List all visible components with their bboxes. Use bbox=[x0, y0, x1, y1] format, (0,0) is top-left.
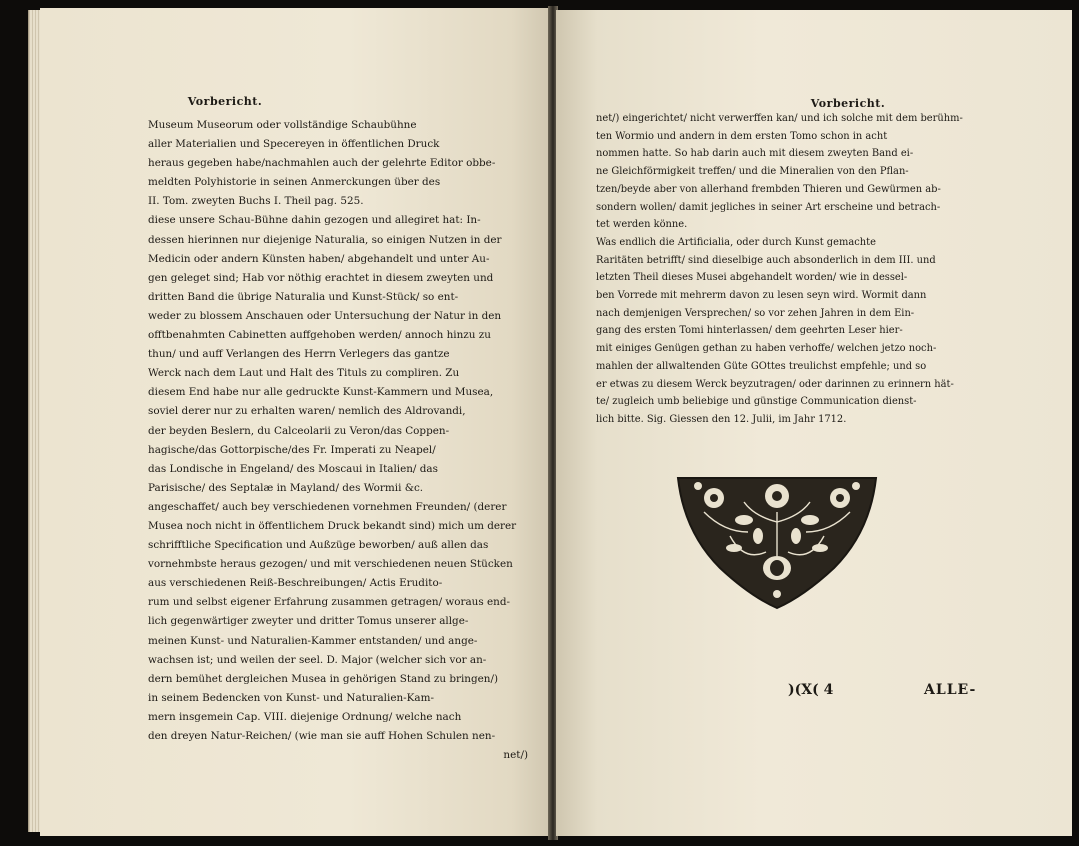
left-text-block bbox=[148, 116, 528, 765]
text-line: II. Tom. zweyten Buchs I. Theil pag. 525. bbox=[148, 195, 364, 208]
left-running-head: Vorbericht. bbox=[187, 95, 263, 108]
text-line: meldten Polyhistorie in seinen Anmerckungen über des bbox=[148, 176, 441, 189]
text-line: Werck nach dem Laut und Halt des Tituls zu compliren. Zu bbox=[148, 367, 460, 380]
text-line: er etwas zu diesem Werck beyzutragen/ oder darinnen zu erinnern hät- bbox=[596, 378, 954, 390]
text-line: dritten Band die übrige Naturalia und Kunst-Stück/ so ent- bbox=[148, 290, 459, 303]
text-line: den dreyen Natur-Reichen/ (wie man sie auff Hohen Schulen nen- bbox=[148, 730, 496, 742]
text-line: Medicin oder andern Künsten haben/ abgehandelt und unter Au- bbox=[148, 252, 490, 265]
text-line: dessen hierinnen nur diejenige Naturalia, so einigen Nutzen in der bbox=[148, 233, 502, 246]
text-line: diese unsere Schau-Bühne dahin gezogen und allegiret hat: In- bbox=[148, 214, 481, 227]
text-line: letzten Theil dieses Musei abgehandelt worden/ wie in dessel- bbox=[596, 272, 908, 284]
text-line: sondern wollen/ damit jegliches in seiner Art erscheine und betrach- bbox=[596, 201, 941, 213]
text-line: der beyden Beslern, du Calceolarii zu Veron/das Coppen- bbox=[148, 424, 450, 437]
catchword: ALLE- bbox=[924, 682, 977, 698]
text-line: diesem End habe nur alle gedruckte Kunst-Kammern und Musea, bbox=[148, 386, 494, 399]
text-line: thun/ und auff Verlangen des Herrn Verlegers das gantze bbox=[148, 348, 450, 361]
text-line: tzen/beyde aber von allerhand frembden Thieren und Gewürmen ab- bbox=[596, 183, 941, 195]
right-page bbox=[556, 10, 1072, 836]
text-line: meinen Kunst- und Naturalien-Kammer entstanden/ und ange- bbox=[148, 634, 478, 647]
text-line: in seinem Bedencken von Kunst- und Naturalien-Kam- bbox=[148, 691, 434, 704]
text-line: soviel derer nur zu erhalten waren/ nemlich des Aldrovandi, bbox=[148, 405, 466, 418]
left-page bbox=[40, 8, 552, 836]
text-line: schrifftliche Specification und Außzüge beworben/ auß allen das bbox=[148, 539, 489, 552]
text-line: heraus gegeben habe/nachmahlen auch der gelehrte Editor obbe- bbox=[148, 157, 496, 170]
text-line: lich bitte. Sig. Giessen den 12. Julii, im Jahr 1712. bbox=[596, 413, 847, 425]
right-text-block bbox=[596, 110, 980, 429]
text-line: nommen hatte. So hab darin auch mit diesem zweyten Band ei- bbox=[596, 148, 914, 160]
text-line: dern bemühet dergleichen Musea in gehörigen Stand zu bringen/) bbox=[148, 672, 499, 685]
text-line: Was endlich die Artificialia, oder durch Kunst gemachte bbox=[596, 236, 876, 248]
text-line: gang des ersten Tomi hinterlassen/ dem geehrten Leser hier- bbox=[596, 325, 903, 337]
text-line: net/) bbox=[503, 749, 528, 762]
text-line: te/ zugleich umb beliebige und günstige Communication dienst- bbox=[596, 396, 917, 408]
text-line: mit einiges Genügen gethan zu haben verhoffe/ welchen jetzo noch- bbox=[596, 343, 937, 355]
text-line: ben Vorrede mit mehrerm davon zu lesen seyn wird. Wormit dann bbox=[596, 290, 927, 302]
text-line: Museum Museorum oder vollständige Schaubühne bbox=[148, 119, 417, 131]
right-running-head: Vorbericht. bbox=[810, 97, 886, 110]
text-line: rum und selbst eigener Erfahrung zusammen getragen/ woraus end- bbox=[148, 596, 511, 609]
text-line: mahlen der allwaltenden Güte GOttes treulichst empfehle; und so bbox=[596, 360, 927, 372]
text-line: Parisische/ des Septalæ in Mayland/ des Wormii &c. bbox=[148, 481, 424, 494]
floral-ornament-vignette bbox=[674, 472, 880, 612]
signature-mark: )(X( 4 bbox=[788, 682, 834, 698]
text-line: ten Wormio und andern in dem ersten Tomo schon in acht bbox=[596, 130, 888, 142]
text-line: lich gegenwärtiger zweyter und dritter Tomus unserer allge- bbox=[148, 615, 469, 628]
text-line: nach demjenigen Versprechen/ so vor zehen Jahren in dem Ein- bbox=[596, 307, 915, 319]
text-line: wachsen ist; und weilen der seel. D. Major (welcher sich vor an- bbox=[148, 653, 487, 666]
text-line: tet werden könne. bbox=[596, 219, 688, 231]
text-line: hagische/das Gottorpische/des Fr. Imperati zu Neapel/ bbox=[148, 443, 436, 456]
text-line: Raritäten betrifft/ sind dieselbige auch absonderlich in dem III. und bbox=[596, 254, 936, 266]
text-line: weder zu blossem Anschauen oder Untersuchung der Natur in den bbox=[148, 309, 502, 322]
text-line: aus verschiedenen Reiß-Beschreibungen/ Actis Erudito- bbox=[148, 577, 443, 590]
text-line: das Londische in Engeland/ des Moscaui in Italien/ das bbox=[148, 462, 438, 475]
text-line: Musea noch nicht in öffentlichem Druck bekandt sind) mich um derer bbox=[148, 519, 517, 532]
text-line: net/) eingerichtet/ nicht verwerffen kan/ und ich solche mit dem berühm- bbox=[596, 113, 963, 124]
text-line: angeschaffet/ auch bey verschiedenen vornehmen Freunden/ (derer bbox=[148, 500, 507, 513]
text-line: ne Gleichförmigkeit treffen/ und die Mineralien von den Pflan- bbox=[596, 166, 909, 178]
text-line: gen geleget sind; Hab vor nöthig erachtet in diesem zweyten und bbox=[148, 271, 494, 284]
text-line: aller Materialien und Specereyen in öffentlichen Druck bbox=[148, 138, 440, 151]
text-line: offtbenahmten Cabinetten auffgehoben werden/ annoch hinzu zu bbox=[148, 329, 491, 342]
text-line: vornehmbste heraus gezogen/ und mit verschiedenen neuen Stücken bbox=[148, 558, 513, 571]
text-line: mern insgemein Cap. VIII. diejenige Ordnung/ welche nach bbox=[148, 710, 462, 723]
